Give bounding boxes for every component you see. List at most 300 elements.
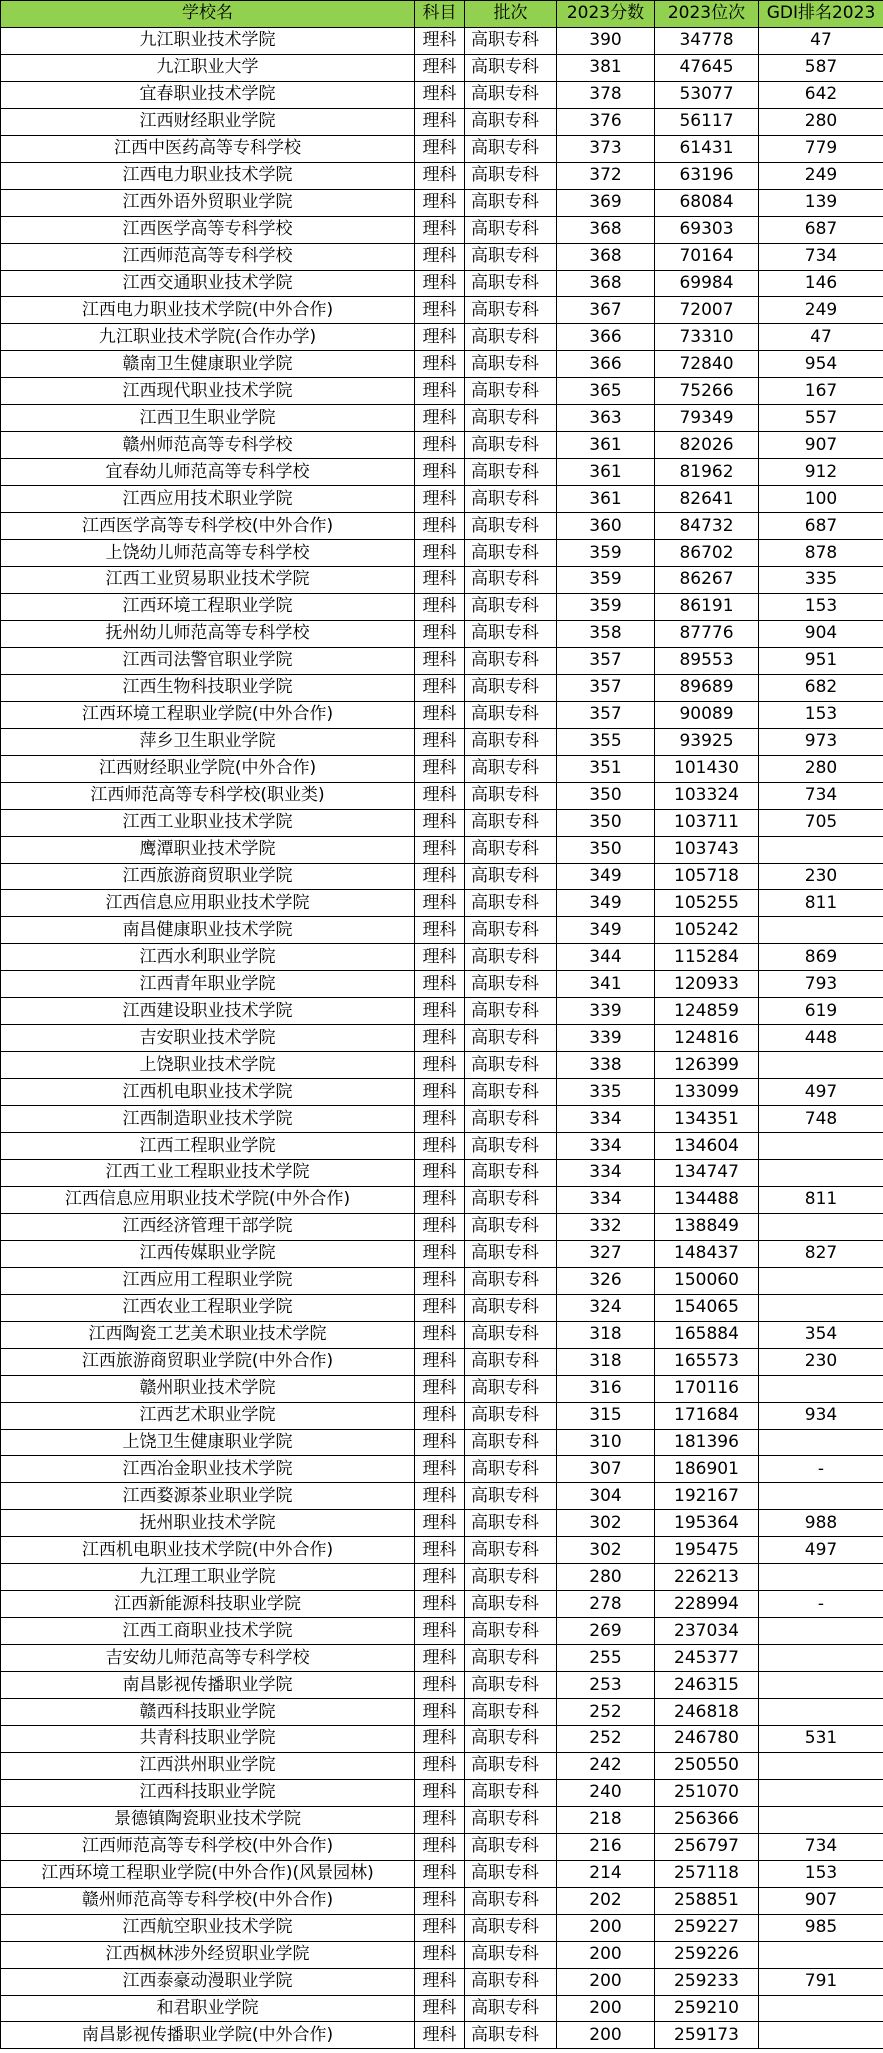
score-cell: 359 (557, 540, 655, 567)
rank-cell: 148437 (655, 1240, 759, 1267)
rank-cell: 124816 (655, 1025, 759, 1052)
school-name-cell: 江西中医药高等专科学校 (1, 135, 415, 162)
rank-cell: 69984 (655, 270, 759, 297)
rank-cell: 69303 (655, 216, 759, 243)
school-name-cell: 江西师范高等专科学校(职业类) (1, 782, 415, 809)
rank-cell: 226213 (655, 1564, 759, 1591)
table-row (1, 1672, 883, 1699)
school-name-cell: 南昌健康职业技术学院 (1, 917, 415, 944)
rank-cell: 53077 (655, 81, 759, 108)
table-row (1, 1159, 883, 1186)
gdi-rank-cell: 531 (759, 1726, 883, 1753)
batch-cell: 高职专科 (465, 1133, 557, 1160)
subject-cell: 理科 (415, 593, 465, 620)
subject-cell: 理科 (415, 378, 465, 405)
rank-cell: 90089 (655, 701, 759, 728)
batch-cell: 高职专科 (465, 1348, 557, 1375)
subject-cell: 理科 (415, 297, 465, 324)
score-cell: 335 (557, 1079, 655, 1106)
subject-cell: 理科 (415, 1537, 465, 1564)
school-name-cell: 赣州师范高等专科学校(中外合作) (1, 1887, 415, 1914)
school-name-cell: 上饶卫生健康职业学院 (1, 1429, 415, 1456)
table-row (1, 216, 883, 243)
school-name-cell: 江西旅游商贸职业学院(中外合作) (1, 1348, 415, 1375)
school-name-cell: 江西医学高等专科学校 (1, 216, 415, 243)
score-cell: 216 (557, 1833, 655, 1860)
school-name-cell: 江西经济管理干部学院 (1, 1213, 415, 1240)
rank-cell: 259226 (655, 1941, 759, 1968)
gdi-rank-cell (759, 1267, 883, 1294)
table-row (1, 1752, 883, 1779)
score-cell: 324 (557, 1294, 655, 1321)
table-row (1, 674, 883, 701)
batch-cell: 高职专科 (465, 728, 557, 755)
rank-cell: 259233 (655, 1968, 759, 1995)
subject-cell: 理科 (415, 513, 465, 540)
gdi-rank-cell (759, 1564, 883, 1591)
gdi-rank-cell: 912 (759, 459, 883, 486)
table-row (1, 1833, 883, 1860)
score-cell: 357 (557, 647, 655, 674)
subject-cell: 理科 (415, 351, 465, 378)
rank-cell: 154065 (655, 1294, 759, 1321)
batch-cell: 高职专科 (465, 540, 557, 567)
score-cell: 359 (557, 567, 655, 594)
rank-cell: 93925 (655, 728, 759, 755)
score-cell: 255 (557, 1645, 655, 1672)
rank-cell: 115284 (655, 944, 759, 971)
school-name-cell: 江西旅游商贸职业学院 (1, 863, 415, 890)
table-row (1, 324, 883, 351)
score-cell: 350 (557, 836, 655, 863)
score-cell: 253 (557, 1672, 655, 1699)
rank-cell: 170116 (655, 1375, 759, 1402)
table-row (1, 297, 883, 324)
score-cell: 200 (557, 2022, 655, 2049)
rank-cell: 105718 (655, 863, 759, 890)
score-cell: 307 (557, 1456, 655, 1483)
rank-cell: 250550 (655, 1752, 759, 1779)
gdi-rank-cell: 791 (759, 1968, 883, 1995)
batch-cell: 高职专科 (465, 1375, 557, 1402)
subject-cell: 理科 (415, 1645, 465, 1672)
school-name-cell: 江西应用技术职业学院 (1, 486, 415, 513)
subject-cell: 理科 (415, 432, 465, 459)
rank-cell: 103324 (655, 782, 759, 809)
table-row (1, 944, 883, 971)
batch-cell: 高职专科 (465, 1941, 557, 1968)
table-row (1, 1240, 883, 1267)
score-cell: 361 (557, 459, 655, 486)
gdi-rank-cell (759, 1941, 883, 1968)
gdi-rank-cell: 934 (759, 1402, 883, 1429)
score-cell: 359 (557, 593, 655, 620)
gdi-rank-cell: 793 (759, 971, 883, 998)
gdi-rank-cell: 354 (759, 1321, 883, 1348)
table-row (1, 1106, 883, 1133)
gdi-rank-cell: 146 (759, 270, 883, 297)
subject-cell: 理科 (415, 890, 465, 917)
batch-cell: 高职专科 (465, 1321, 557, 1348)
score-cell: 280 (557, 1564, 655, 1591)
batch-cell: 高职专科 (465, 378, 557, 405)
score-cell: 350 (557, 782, 655, 809)
subject-cell: 理科 (415, 486, 465, 513)
table-row (1, 1510, 883, 1537)
rank-cell: 150060 (655, 1267, 759, 1294)
header-school: 学校名 (1, 1, 415, 28)
batch-cell: 高职专科 (465, 1537, 557, 1564)
batch-cell: 高职专科 (465, 1240, 557, 1267)
school-name-cell: 吉安职业技术学院 (1, 1025, 415, 1052)
table-row (1, 459, 883, 486)
batch-cell: 高职专科 (465, 1752, 557, 1779)
gdi-rank-cell: 954 (759, 351, 883, 378)
school-name-cell: 抚州幼儿师范高等专科学校 (1, 620, 415, 647)
school-name-cell: 江西航空职业技术学院 (1, 1914, 415, 1941)
batch-cell: 高职专科 (465, 216, 557, 243)
score-cell: 334 (557, 1106, 655, 1133)
batch-cell: 高职专科 (465, 1213, 557, 1240)
score-cell: 316 (557, 1375, 655, 1402)
rank-cell: 256797 (655, 1833, 759, 1860)
school-name-cell: 江西青年职业学院 (1, 971, 415, 998)
gdi-rank-cell (759, 1483, 883, 1510)
school-name-cell: 南昌影视传播职业学院 (1, 1672, 415, 1699)
rank-cell: 246780 (655, 1726, 759, 1753)
score-cell: 339 (557, 998, 655, 1025)
subject-cell: 理科 (415, 405, 465, 432)
gdi-rank-cell: - (759, 1456, 883, 1483)
gdi-rank-cell (759, 1213, 883, 1240)
batch-cell: 高职专科 (465, 674, 557, 701)
school-name-cell: 江西电力职业技术学院 (1, 162, 415, 189)
batch-cell: 高职专科 (465, 944, 557, 971)
subject-cell: 理科 (415, 324, 465, 351)
subject-cell: 理科 (415, 1483, 465, 1510)
rank-cell: 195475 (655, 1537, 759, 1564)
gdi-rank-cell: - (759, 1591, 883, 1618)
score-cell: 240 (557, 1779, 655, 1806)
school-name-cell: 江西工业工程职业技术学院 (1, 1159, 415, 1186)
subject-cell: 理科 (415, 647, 465, 674)
rank-cell: 72007 (655, 297, 759, 324)
subject-cell: 理科 (415, 944, 465, 971)
subject-cell: 理科 (415, 540, 465, 567)
score-cell: 381 (557, 54, 655, 81)
table-row (1, 270, 883, 297)
subject-cell: 理科 (415, 1806, 465, 1833)
rank-cell: 195364 (655, 1510, 759, 1537)
batch-cell: 高职专科 (465, 1267, 557, 1294)
rank-cell: 134488 (655, 1186, 759, 1213)
rank-cell: 258851 (655, 1887, 759, 1914)
batch-cell: 高职专科 (465, 701, 557, 728)
rank-cell: 82026 (655, 432, 759, 459)
subject-cell: 理科 (415, 1267, 465, 1294)
table-row (1, 1726, 883, 1753)
school-name-cell: 江西艺术职业学院 (1, 1402, 415, 1429)
rank-cell: 105255 (655, 890, 759, 917)
gdi-rank-cell: 167 (759, 378, 883, 405)
table-row (1, 1025, 883, 1052)
score-cell: 360 (557, 513, 655, 540)
gdi-rank-cell: 734 (759, 243, 883, 270)
school-name-cell: 江西电力职业技术学院(中外合作) (1, 297, 415, 324)
table-row (1, 1321, 883, 1348)
rank-cell: 82641 (655, 486, 759, 513)
school-name-cell: 上饶幼儿师范高等专科学校 (1, 540, 415, 567)
table-body (1, 27, 883, 2048)
gdi-rank-cell (759, 2022, 883, 2049)
score-cell: 326 (557, 1267, 655, 1294)
subject-cell: 理科 (415, 782, 465, 809)
rank-cell: 73310 (655, 324, 759, 351)
school-name-cell: 江西信息应用职业技术学院 (1, 890, 415, 917)
rank-cell: 138849 (655, 1213, 759, 1240)
subject-cell: 理科 (415, 1995, 465, 2022)
rank-cell: 259173 (655, 2022, 759, 2049)
batch-cell: 高职专科 (465, 135, 557, 162)
school-name-cell: 江西司法警官职业学院 (1, 647, 415, 674)
subject-cell: 理科 (415, 2022, 465, 2049)
subject-cell: 理科 (415, 998, 465, 1025)
subject-cell: 理科 (415, 1968, 465, 1995)
subject-cell: 理科 (415, 1591, 465, 1618)
batch-cell: 高职专科 (465, 243, 557, 270)
gdi-rank-cell (759, 1752, 883, 1779)
school-name-cell: 共青科技职业学院 (1, 1726, 415, 1753)
subject-cell: 理科 (415, 108, 465, 135)
batch-cell: 高职专科 (465, 2022, 557, 2049)
school-name-cell: 江西交通职业技术学院 (1, 270, 415, 297)
school-name-cell: 江西环境工程职业学院 (1, 593, 415, 620)
table-row (1, 1699, 883, 1726)
score-cell: 218 (557, 1806, 655, 1833)
gdi-rank-cell: 904 (759, 620, 883, 647)
batch-cell: 高职专科 (465, 1564, 557, 1591)
batch-cell: 高职专科 (465, 189, 557, 216)
subject-cell: 理科 (415, 1618, 465, 1645)
batch-cell: 高职专科 (465, 1699, 557, 1726)
score-cell: 278 (557, 1591, 655, 1618)
table-row (1, 1564, 883, 1591)
table-row (1, 432, 883, 459)
score-cell: 367 (557, 297, 655, 324)
school-name-cell: 江西现代职业技术学院 (1, 378, 415, 405)
table-row (1, 81, 883, 108)
score-cell: 378 (557, 81, 655, 108)
batch-cell: 高职专科 (465, 1052, 557, 1079)
gdi-rank-cell (759, 1618, 883, 1645)
batch-cell: 高职专科 (465, 863, 557, 890)
batch-cell: 高职专科 (465, 809, 557, 836)
gdi-rank-cell: 153 (759, 1860, 883, 1887)
gdi-rank-cell: 280 (759, 755, 883, 782)
gdi-rank-cell: 705 (759, 809, 883, 836)
gdi-rank-cell (759, 1779, 883, 1806)
gdi-rank-cell (759, 1159, 883, 1186)
score-cell: 349 (557, 917, 655, 944)
batch-cell: 高职专科 (465, 1591, 557, 1618)
subject-cell: 理科 (415, 1052, 465, 1079)
subject-cell: 理科 (415, 1240, 465, 1267)
gdi-rank-cell: 249 (759, 162, 883, 189)
batch-cell: 高职专科 (465, 1618, 557, 1645)
rank-cell: 228994 (655, 1591, 759, 1618)
score-cell: 373 (557, 135, 655, 162)
school-name-cell: 江西应用工程职业学院 (1, 1267, 415, 1294)
school-name-cell: 江西信息应用职业技术学院(中外合作) (1, 1186, 415, 1213)
rank-cell: 245377 (655, 1645, 759, 1672)
school-name-cell: 江西制造职业技术学院 (1, 1106, 415, 1133)
score-cell: 349 (557, 863, 655, 890)
rank-cell: 246818 (655, 1699, 759, 1726)
score-cell: 334 (557, 1133, 655, 1160)
school-name-cell: 江西冶金职业技术学院 (1, 1456, 415, 1483)
table-row (1, 701, 883, 728)
score-cell: 368 (557, 270, 655, 297)
rank-cell: 124859 (655, 998, 759, 1025)
rank-cell: 103711 (655, 809, 759, 836)
batch-cell: 高职专科 (465, 1159, 557, 1186)
rank-cell: 134604 (655, 1133, 759, 1160)
score-cell: 350 (557, 809, 655, 836)
score-cell: 366 (557, 324, 655, 351)
subject-cell: 理科 (415, 1752, 465, 1779)
rank-cell: 86267 (655, 567, 759, 594)
table-row (1, 378, 883, 405)
score-cell: 214 (557, 1860, 655, 1887)
table-row (1, 1079, 883, 1106)
gdi-rank-cell (759, 1672, 883, 1699)
table-row (1, 1429, 883, 1456)
school-name-cell: 江西财经职业学院 (1, 108, 415, 135)
subject-cell: 理科 (415, 701, 465, 728)
subject-cell: 理科 (415, 162, 465, 189)
gdi-rank-cell (759, 1699, 883, 1726)
rank-cell: 237034 (655, 1618, 759, 1645)
batch-cell: 高职专科 (465, 1483, 557, 1510)
table-row (1, 836, 883, 863)
school-name-cell: 九江职业技术学院 (1, 27, 415, 54)
school-name-cell: 江西财经职业学院(中外合作) (1, 755, 415, 782)
batch-cell: 高职专科 (465, 755, 557, 782)
rank-cell: 186901 (655, 1456, 759, 1483)
table-row (1, 1348, 883, 1375)
school-name-cell: 九江职业技术学院(合作办学) (1, 324, 415, 351)
score-cell: 361 (557, 486, 655, 513)
table-row (1, 486, 883, 513)
table-row (1, 1860, 883, 1887)
subject-cell: 理科 (415, 863, 465, 890)
gdi-rank-cell: 280 (759, 108, 883, 135)
rank-cell: 84732 (655, 513, 759, 540)
gdi-rank-cell: 748 (759, 1106, 883, 1133)
table-row (1, 1537, 883, 1564)
score-cell: 202 (557, 1887, 655, 1914)
score-cell: 200 (557, 1941, 655, 1968)
header-score: 2023分数 (557, 1, 655, 28)
school-name-cell: 江西陶瓷工艺美术职业技术学院 (1, 1321, 415, 1348)
rank-cell: 165573 (655, 1348, 759, 1375)
rank-cell: 89689 (655, 674, 759, 701)
batch-cell: 高职专科 (465, 270, 557, 297)
gdi-rank-cell: 448 (759, 1025, 883, 1052)
table-row (1, 809, 883, 836)
subject-cell: 理科 (415, 1564, 465, 1591)
rank-cell: 72840 (655, 351, 759, 378)
table-row (1, 728, 883, 755)
gdi-rank-cell: 497 (759, 1537, 883, 1564)
subject-cell: 理科 (415, 1833, 465, 1860)
rank-cell: 257118 (655, 1860, 759, 1887)
score-cell: 363 (557, 405, 655, 432)
rank-cell: 47645 (655, 54, 759, 81)
gdi-rank-cell: 811 (759, 1186, 883, 1213)
score-cell: 390 (557, 27, 655, 54)
table-row (1, 1294, 883, 1321)
batch-cell: 高职专科 (465, 54, 557, 81)
gdi-rank-cell: 249 (759, 297, 883, 324)
score-cell: 200 (557, 1995, 655, 2022)
score-cell: 361 (557, 432, 655, 459)
rank-cell: 86191 (655, 593, 759, 620)
score-cell: 200 (557, 1914, 655, 1941)
table-row (1, 755, 883, 782)
rank-cell: 165884 (655, 1321, 759, 1348)
rank-cell: 134351 (655, 1106, 759, 1133)
school-name-cell: 九江职业大学 (1, 54, 415, 81)
gdi-rank-cell: 619 (759, 998, 883, 1025)
table-row (1, 1052, 883, 1079)
gdi-rank-cell: 988 (759, 1510, 883, 1537)
gdi-rank-cell: 153 (759, 701, 883, 728)
school-name-cell: 江西婺源茶业职业学院 (1, 1483, 415, 1510)
gdi-rank-cell (759, 1294, 883, 1321)
subject-cell: 理科 (415, 971, 465, 998)
gdi-rank-cell: 587 (759, 54, 883, 81)
subject-cell: 理科 (415, 809, 465, 836)
batch-cell: 高职专科 (465, 81, 557, 108)
school-name-cell: 江西水利职业学院 (1, 944, 415, 971)
gdi-rank-cell: 985 (759, 1914, 883, 1941)
batch-cell: 高职专科 (465, 459, 557, 486)
gdi-rank-cell: 734 (759, 782, 883, 809)
gdi-rank-cell (759, 1052, 883, 1079)
gdi-rank-cell: 734 (759, 1833, 883, 1860)
batch-cell: 高职专科 (465, 971, 557, 998)
table-row (1, 1887, 883, 1914)
school-name-cell: 赣南卫生健康职业学院 (1, 351, 415, 378)
gdi-rank-cell: 827 (759, 1240, 883, 1267)
score-cell: 376 (557, 108, 655, 135)
subject-cell: 理科 (415, 1510, 465, 1537)
batch-cell: 高职专科 (465, 647, 557, 674)
rank-cell: 70164 (655, 243, 759, 270)
gdi-rank-cell: 682 (759, 674, 883, 701)
batch-cell: 高职专科 (465, 782, 557, 809)
gdi-rank-cell (759, 1375, 883, 1402)
table-row (1, 1133, 883, 1160)
subject-cell: 理科 (415, 917, 465, 944)
gdi-rank-cell (759, 1133, 883, 1160)
batch-cell: 高职专科 (465, 1510, 557, 1537)
batch-cell: 高职专科 (465, 1025, 557, 1052)
gdi-rank-cell: 153 (759, 593, 883, 620)
rank-cell: 68084 (655, 189, 759, 216)
table-row (1, 189, 883, 216)
